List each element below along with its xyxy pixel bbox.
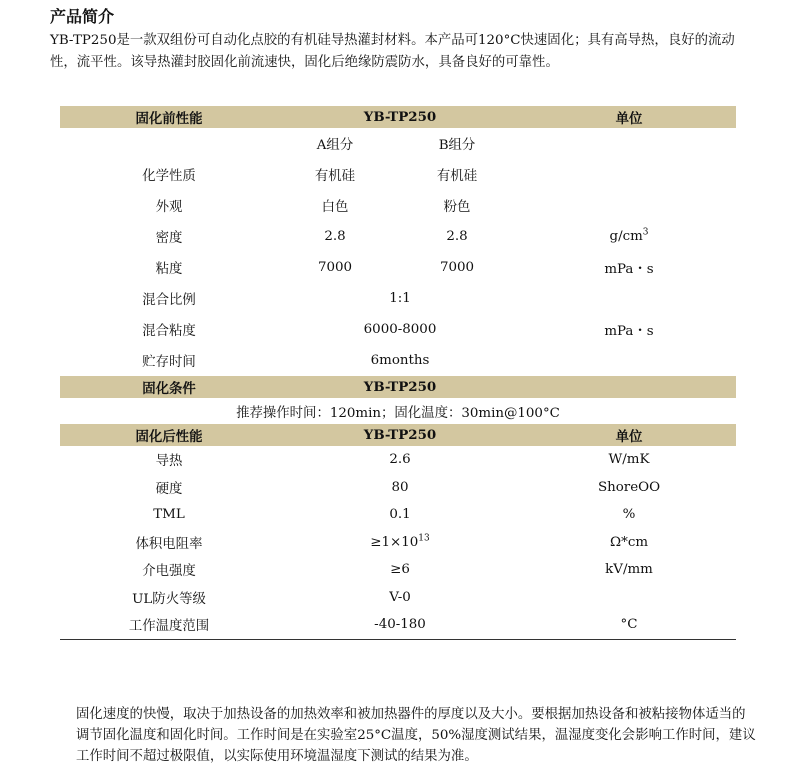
value-a: 白色	[321, 200, 349, 215]
unit	[522, 159, 736, 190]
cure-condition-note: 推荐操作时间：120min；固化温度：30min@100°C	[236, 405, 560, 421]
value: 0.1	[389, 507, 411, 523]
value: -40-180	[278, 611, 522, 639]
unit	[522, 190, 736, 221]
value-a: 7000	[317, 260, 353, 275]
property-name: 混合粘度	[142, 324, 196, 339]
table-row	[60, 611, 736, 639]
cure-condition-header	[60, 376, 736, 398]
property-name: 外观	[155, 200, 183, 215]
section-heading: 产品简介	[50, 7, 115, 26]
property-name: 粘度	[155, 262, 183, 277]
post-cure-header	[60, 424, 736, 446]
unit	[522, 584, 736, 612]
spec-table	[60, 106, 736, 640]
table-row	[60, 283, 736, 314]
header-product: YB-TP250	[278, 424, 522, 446]
component-subheader	[60, 128, 736, 159]
header-product: YB-TP250	[278, 376, 522, 398]
product-intro: YB-TP250是一款双组份可自动化点胶的有机硅导热灌封材料。本产品可120°C快速固化；具有高导热，良好的流动性，流平性。该导热灌封胶固化前流速快，固化后绝缘防震防水，具备良好的可靠性。	[50, 33, 735, 70]
table-row	[60, 556, 736, 584]
value: 2.6	[389, 452, 411, 468]
value: ≥6	[390, 562, 410, 578]
header-unit: 单位	[522, 106, 736, 128]
unit: mPa・s	[604, 324, 654, 339]
property-name: TML	[153, 507, 185, 523]
merged-value: 1:1	[389, 291, 411, 306]
unit	[522, 221, 736, 252]
value-superscript: 13	[418, 533, 430, 544]
unit: kV/mm	[605, 562, 653, 578]
property-name: 体积电阻率	[135, 536, 203, 552]
property-name: 密度	[155, 231, 183, 246]
table-row	[60, 345, 736, 376]
unit: °C	[522, 611, 736, 639]
table-row	[60, 474, 736, 502]
header-product: YB-TP250	[278, 106, 522, 128]
merged-value: 6000-8000	[363, 322, 437, 337]
value: 80	[391, 479, 409, 495]
table-row	[60, 501, 736, 529]
unit: mPa・s	[604, 262, 654, 277]
cure-condition-row	[60, 398, 736, 424]
table-row	[60, 446, 736, 474]
value-a: 有机硅	[314, 169, 356, 184]
property-name: 化学性质	[142, 169, 196, 184]
table-row	[60, 584, 736, 612]
value: V-0	[389, 589, 411, 605]
value	[278, 529, 522, 557]
property-name: 工作温度范围	[60, 611, 278, 639]
value-b: 有机硅	[436, 169, 478, 184]
table-row	[60, 221, 736, 252]
property-name: 介电强度	[142, 564, 196, 580]
value-b: 7000	[439, 260, 475, 275]
property-name: 导热	[155, 454, 183, 470]
pre-cure-header	[60, 106, 736, 128]
unit: ShoreOO	[597, 479, 661, 495]
unit: Ω*cm	[610, 534, 649, 550]
value-b: 粉色	[443, 200, 471, 215]
table-row	[60, 159, 736, 190]
unit-superscript: 3	[642, 227, 649, 238]
value-b: 2.8	[446, 229, 468, 244]
unit: W/mK	[608, 452, 650, 468]
property-name: 混合比例	[142, 293, 196, 308]
header-property: 固化条件	[60, 376, 278, 398]
value-text: ≥1×10	[370, 534, 419, 550]
table-row	[60, 529, 736, 557]
component-a-label: A组分	[316, 138, 354, 153]
property-name: UL防火等级	[132, 591, 206, 607]
value-a: 2.8	[324, 229, 346, 244]
table-row	[60, 190, 736, 221]
merged-value: 6months	[370, 353, 430, 368]
unit	[522, 283, 736, 314]
unit-text: g/cm	[609, 229, 643, 244]
header-property: 固化前性能	[60, 106, 278, 128]
table-row	[60, 252, 736, 283]
header-property: 固化后性能	[60, 424, 278, 446]
property-name: 硬度	[155, 481, 183, 497]
table-row	[60, 314, 736, 345]
footer-note: 固化速度的快慢，取决于加热设备的加热效率和被加热器件的厚度以及大小。要根据加热设备和被粘接物体适当的调节固化温度和固化时间。工作时间是在实验室25°C温度，50%湿度测试结果，温湿度变化会影响工作时间，建议工作时间不超过极限值，以实际使用环境温湿度下测试的结果为准。	[76, 707, 756, 764]
property-name: 贮存时间	[142, 355, 196, 370]
header-unit	[522, 376, 736, 398]
unit: %	[622, 507, 636, 523]
header-unit: 单位	[522, 424, 736, 446]
component-b-label: B组分	[438, 138, 476, 153]
unit	[522, 345, 736, 376]
